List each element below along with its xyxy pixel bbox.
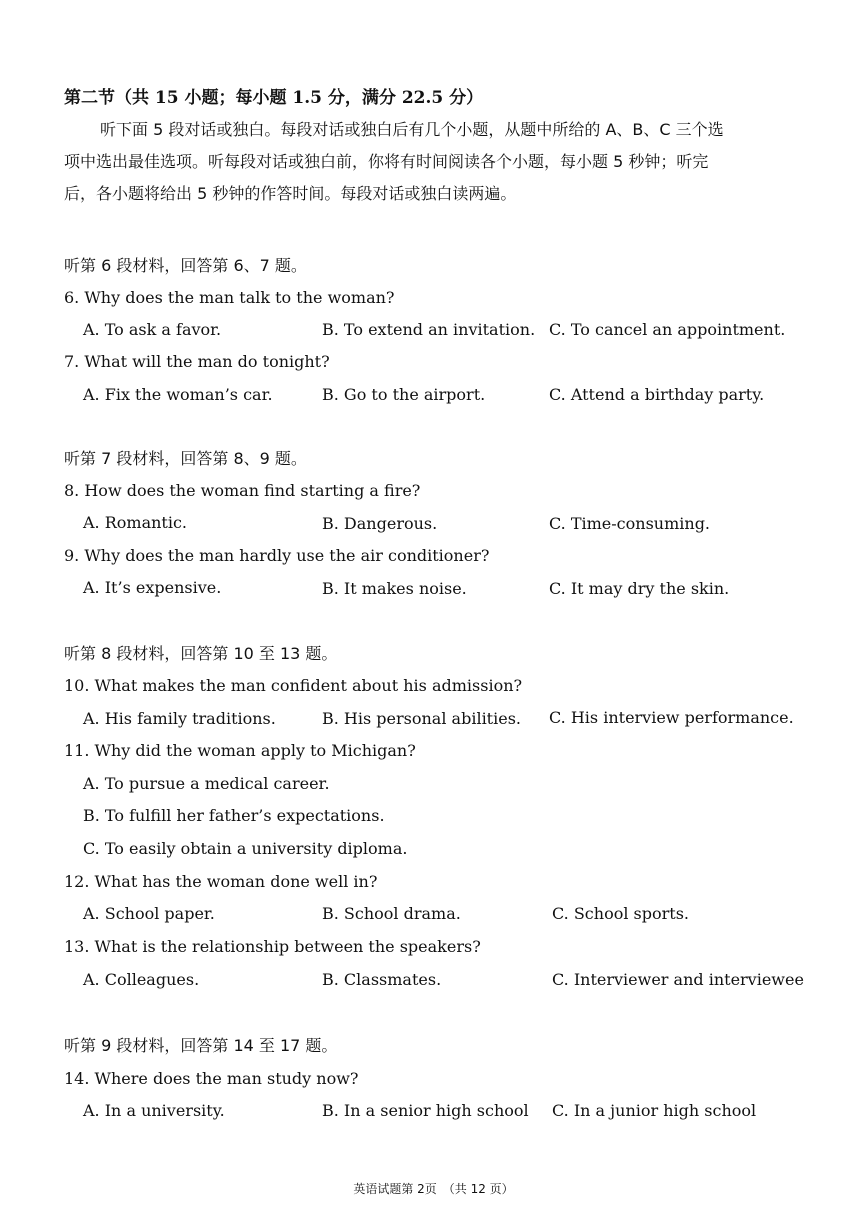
section-title: 第二节（共 15 小题；每小题 1.5 分，满分 22.5 分） — [64, 88, 484, 108]
page-footer: 英语试题第 2页 （共 12 页） — [353, 1182, 514, 1196]
option-b: B. Go to the airport. — [322, 385, 486, 404]
question-stem: 7. What will the man do tonight? — [64, 352, 330, 371]
option-a: A. His family traditions. — [83, 709, 276, 728]
option-b: B. Dangerous. — [322, 514, 438, 533]
option-c: C. His interview performance. — [549, 708, 794, 727]
option-c: C. Interviewer and interviewee — [552, 970, 804, 989]
question-stem: 6. Why does the man talk to the woman? — [64, 288, 395, 307]
question-stem: 8. How does the woman find starting a fire? — [64, 481, 421, 500]
option-b: B. Classmates. — [322, 970, 442, 989]
option-a: A. Fix the woman’s car. — [83, 385, 273, 404]
option-b: B. His personal abilities. — [322, 709, 521, 728]
option-c: C. Attend a birthday party. — [549, 385, 765, 404]
question-stem: 11. Why did the woman apply to Michigan? — [64, 741, 416, 760]
instruction-line-3: 后，各小题将给出 5 秒钟的作答时间。每段对话或独白读两遍。 — [64, 184, 517, 203]
option-b: B. To fulfill her father’s expectations. — [83, 806, 385, 825]
question-stem: 14. Where does the man study now? — [64, 1069, 359, 1088]
option-c: C. To easily obtain a university diploma. — [83, 839, 408, 858]
option-a: A. It’s expensive. — [83, 578, 222, 597]
question-stem: 12. What has the woman done well in? — [64, 872, 378, 891]
group-heading: 听第 9 段材料，回答第 14 至 17 题。 — [64, 1036, 338, 1055]
option-a: A. Romantic. — [83, 513, 188, 532]
option-c: C. To cancel an appointment. — [549, 320, 786, 339]
option-a: A. To pursue a medical career. — [83, 774, 330, 793]
option-b: B. School drama. — [322, 904, 461, 923]
group-heading: 听第 7 段材料，回答第 8、9 题。 — [64, 449, 307, 468]
option-c: C. It may dry the skin. — [549, 579, 730, 598]
question-stem: 9. Why does the man hardly use the air conditioner? — [64, 546, 490, 565]
option-c: C. School sports. — [552, 904, 689, 923]
option-a: A. To ask a favor. — [83, 320, 222, 339]
group-heading: 听第 6 段材料，回答第 6、7 题。 — [64, 256, 307, 275]
question-stem: 10. What makes the man confident about his admission? — [64, 676, 523, 695]
option-b: B. In a senior high school — [322, 1101, 529, 1120]
option-c: C. Time-consuming. — [549, 514, 711, 533]
option-b: B. It makes noise. — [322, 579, 467, 598]
option-c: C. In a junior high school — [552, 1101, 757, 1120]
option-a: A. In a university. — [83, 1101, 225, 1120]
option-a: A. Colleagues. — [83, 970, 200, 989]
question-stem: 13. What is the relationship between the speakers? — [64, 937, 481, 956]
instruction-line-1: 听下面 5 段对话或独白。每段对话或独白后有几个小题，从题中所给的 A、B、C 三个选 — [100, 120, 724, 139]
instruction-line-2: 项中选出最佳选项。听每段对话或独白前，你将有时间阅读各个小题，每小题 5 秒钟；听完 — [64, 152, 709, 171]
option-b: B. To extend an invitation. — [322, 320, 536, 339]
group-heading: 听第 8 段材料，回答第 10 至 13 题。 — [64, 644, 338, 663]
option-a: A. School paper. — [83, 904, 215, 923]
